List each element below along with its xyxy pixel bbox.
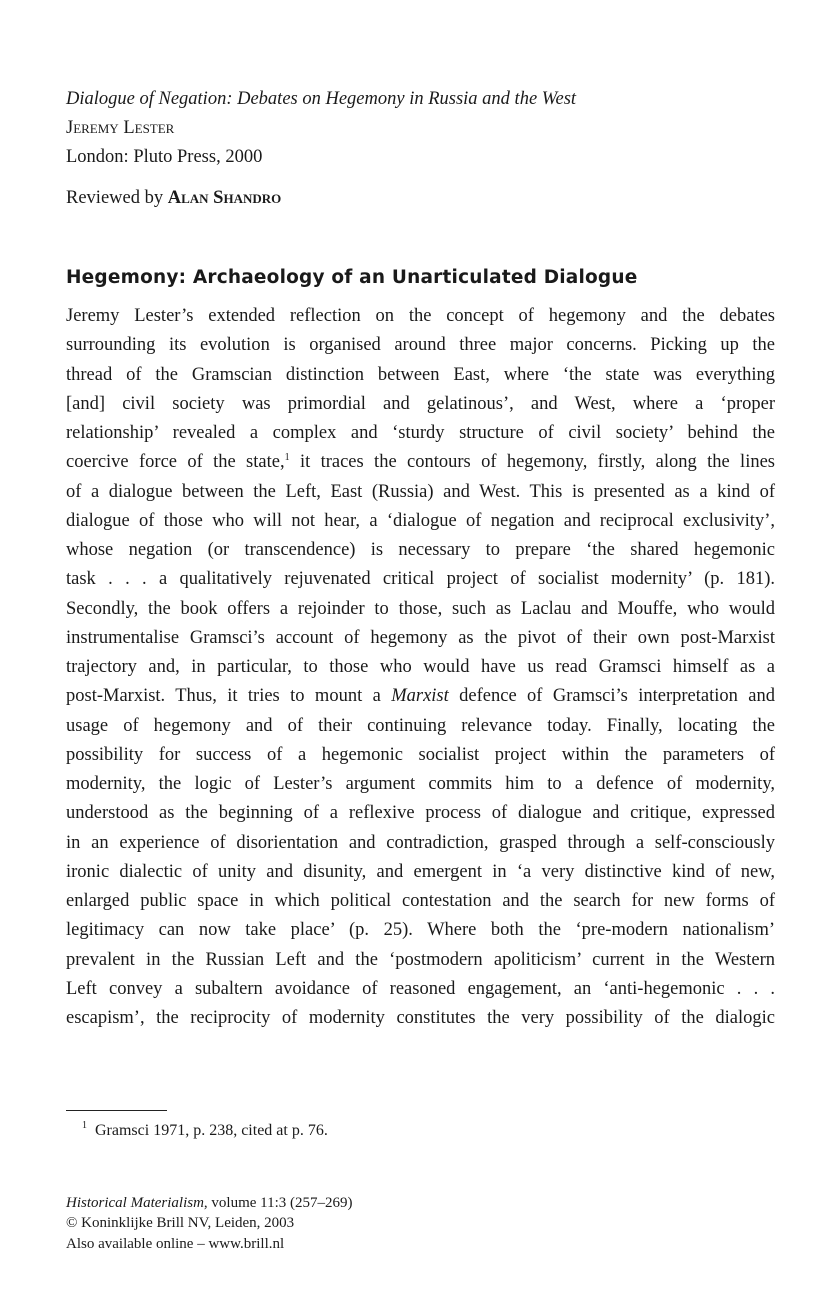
book-title: Dialogue of Negation: Debates on Hegemony in Russia and the West — [66, 89, 577, 109]
footnote-number: 1 — [82, 1120, 87, 1131]
body-line: of a dialogue between the Left, East (Russia) and West. This is presented as a kind of — [66, 481, 775, 502]
body-line: escapism’, the reciprocity of modernity constitutes the very possibility of the dialogic — [66, 1008, 775, 1028]
body-line-segment: coercive force of the state, — [66, 452, 285, 473]
footnote-rule — [66, 1110, 167, 1111]
body-line: [and] civil society was primordial and gelatinous’, and West, where a ‘proper — [66, 393, 775, 414]
body-line — [66, 448, 775, 477]
publisher: London: Pluto Press, 2000 — [66, 147, 263, 167]
body-line: whose negation (or transcendence) is necessary to prepare ‘the shared hegemonic — [66, 540, 775, 560]
body-line-segment: defence of Gramsci’s interpretation and — [448, 686, 775, 707]
emphasis: Marxist — [391, 686, 449, 707]
body-line: usage of hegemony and of their continuing relevance today. Finally, locating the — [66, 715, 775, 736]
body-line: prevalent in the Russian Left and the ‘postmodern apoliticism’ current in the Western — [66, 949, 775, 970]
body-line: in an experience of disorientation and contradiction, grasped through a self-consciously — [66, 832, 775, 853]
footnote — [82, 1122, 328, 1140]
body-line-segment: post-Marxist. Thus, it tries to mount a — [66, 686, 392, 707]
body-line: dialogue of those who will not hear, a ‘dialogue of negation and reciprocal exclusivity’, — [66, 510, 775, 531]
book-author: Jeremy Lester — [66, 118, 175, 138]
journal-citation — [66, 1193, 353, 1213]
body-line: legitimacy can now take place’ (p. 25). Where both the ‘pre-modern nationalism’ — [66, 920, 775, 941]
journal-volume: , volume 11:3 (257–269) — [203, 1195, 353, 1211]
body-line: relationship’ revealed a complex and ‘sturdy structure of civil society’ behind the — [66, 423, 775, 443]
footnote-text: Gramsci 1971, p. 238, cited at p. 76. — [95, 1122, 328, 1139]
journal-name: Historical Materialism — [66, 1195, 204, 1211]
body-line-segment: it traces the contours of hegemony, firstly, along the lines — [289, 452, 775, 473]
body-text — [66, 302, 775, 1033]
body-line: Jeremy Lester’s extended reflection on the concept of hegemony and the debates — [66, 306, 775, 326]
body-line: thread of the Gramscian distinction between East, where ‘the state was everything — [66, 364, 775, 385]
copyright: © Koninklijke Brill NV, Leiden, 2003 — [66, 1215, 295, 1231]
reviewer-name: Alan Shandro — [167, 188, 282, 208]
body-line: understood as the beginning of a reflexive process of dialogue and critique, expressed — [66, 803, 775, 824]
body-line: instrumentalise Gramsci’s account of hegemony as the pivot of their own post-Marxist — [66, 627, 775, 648]
section-heading: Hegemony: Archaeology of an Unarticulated Dialogue — [66, 267, 638, 288]
body-line: enlarged public space in which political contestation and the search for new forms of — [66, 891, 775, 911]
body-line — [66, 682, 775, 711]
body-line: Left convey a subaltern avoidance of reasoned engagement, an ‘anti-hegemonic . . . — [66, 978, 775, 999]
body-line: surrounding its evolution is organised around three major concerns. Picking up the — [66, 335, 775, 356]
online-availability: Also available online – www.brill.nl — [66, 1236, 285, 1252]
body-line: Secondly, the book offers a rejoinder to those, such as Laclau and Mouffe, who would — [66, 598, 775, 619]
body-line: task . . . a qualitatively rejuvenated critical project of socialist modernity’ (p. 181). — [66, 569, 775, 590]
footnote-reference[interactable]: 1 — [284, 452, 290, 464]
body-line: modernity, the logic of Lester’s argument commits him to a defence of modernity, — [66, 774, 775, 794]
reviewer-line — [66, 187, 281, 209]
body-line: trajectory and, in particular, to those who would have us read Gramsci himself as a — [66, 657, 775, 677]
body-line: possibility for success of a hegemonic socialist project within the parameters of — [66, 744, 775, 765]
body-line: ironic dialectic of unity and disunity, and emergent in ‘a very distinctive kind of new, — [66, 861, 775, 882]
reviewed-by-label: Reviewed by — [66, 188, 164, 208]
